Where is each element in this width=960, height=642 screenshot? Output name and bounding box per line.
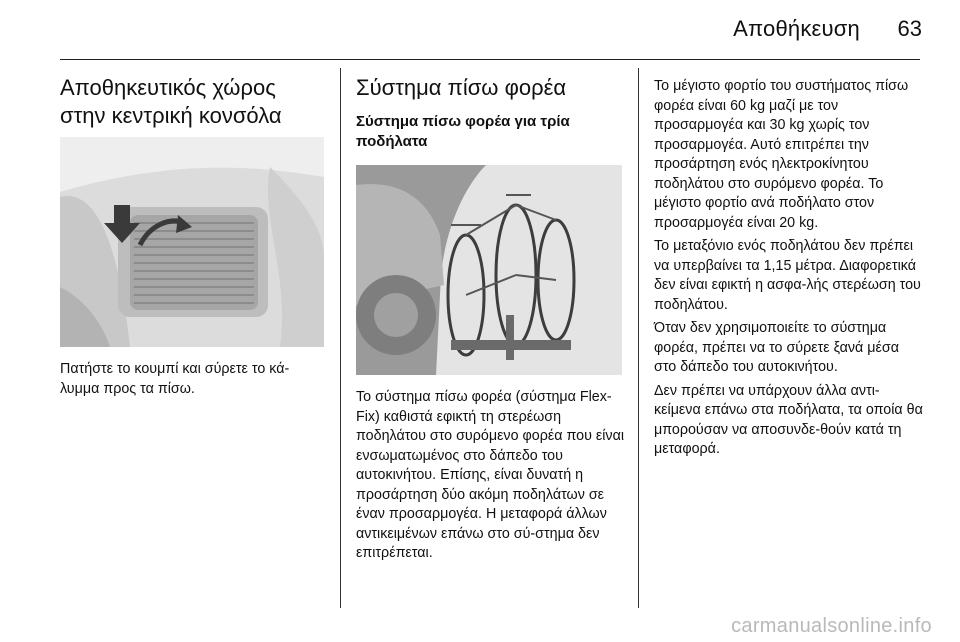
page-header-title: Αποθήκευση: [733, 16, 860, 41]
column-rear-carrier: [356, 74, 624, 152]
subheading-three-bikes: Σύστημα πίσω φορέα για τρία ποδήλατα: [356, 113, 570, 150]
paragraph-wheelbase: Το μεταξόνιο ενός ποδηλάτου δεν πρέπει να υπερβαίνει τα 1,15 μέτρα. Διαφορετικά δεν είναι εφικτή η ασφα-λής στερέωση του ποδηλάτου.: [654, 238, 921, 313]
rear-carrier-description: [356, 388, 626, 568]
paragraph-max-load: Το μέγιστο φορτίο του συστήματος πίσω φορέα είναι 60 kg μαζί με τον προσαρμογέα και 30 kg χωρίς τον προσαρμογέα. Αυτό επιτρέπει την προσάρτηση ενός ηλεκτροκίνητου ποδηλάτου στο συρόμενο φορέα. Το μέγιστο φορτίο ανά ποδήλατο στον προσαρμογέα είναι 20 kg.: [654, 78, 909, 231]
rear-carrier-bikes-illustration: [356, 165, 622, 375]
paragraph-stow-carrier: Όταν δεν χρησιμοποιείτε το σύστημα φορέα, πρέπει να το σύρετε ξανά μέσα στο δάπεδο του αυτοκινήτου.: [654, 320, 899, 375]
column-storage-console: [60, 74, 326, 130]
figure-caption-console: [60, 360, 326, 403]
section-heading-console-storage: [60, 74, 326, 130]
section-heading-rear-carrier: Σύστημα πίσω φορέα: [356, 75, 567, 100]
column-divider: [638, 68, 639, 608]
console-storage-illustration: [60, 137, 324, 347]
column-carrier-limits: [654, 77, 924, 464]
paragraph-loose-items: Δεν πρέπει να υπάρχουν άλλα αντι-κείμενα επάνω στα ποδήλατα, τα οποία θα μπορούσαν να αποσυνδε-θούν κατά τη μεταφορά.: [654, 382, 923, 457]
caption-text: Πατήστε το κουμπί και σύρετε το κά-λυμμα προς τα πίσω.: [60, 361, 290, 397]
watermark: carmanualsonline.info: [731, 615, 932, 637]
heading-line: Αποθηκευτικός χώρος: [60, 75, 276, 100]
heading-line: στην κεντρική κονσόλα: [60, 103, 282, 128]
paragraph: Το σύστημα πίσω φορέα (σύστημα Flex-Fix) καθιστά εφικτή τη στερέωση ποδηλάτου στο συρόμενο φορέα που είναι ενσωματωμένος στο δάπεδο του αυτοκινήτου. Επίσης, είναι δυνατή η προσάρτηση δύο ακόμη ποδηλάτων σε έναν προσαρμογέα. Η μεταφορά άλλων αντικειμένων επάνω στο σύ-στημα δεν επιτρέπεται.: [356, 389, 625, 561]
column-divider: [340, 68, 341, 608]
header-rule: [60, 59, 920, 60]
page-number: 63: [897, 16, 922, 41]
